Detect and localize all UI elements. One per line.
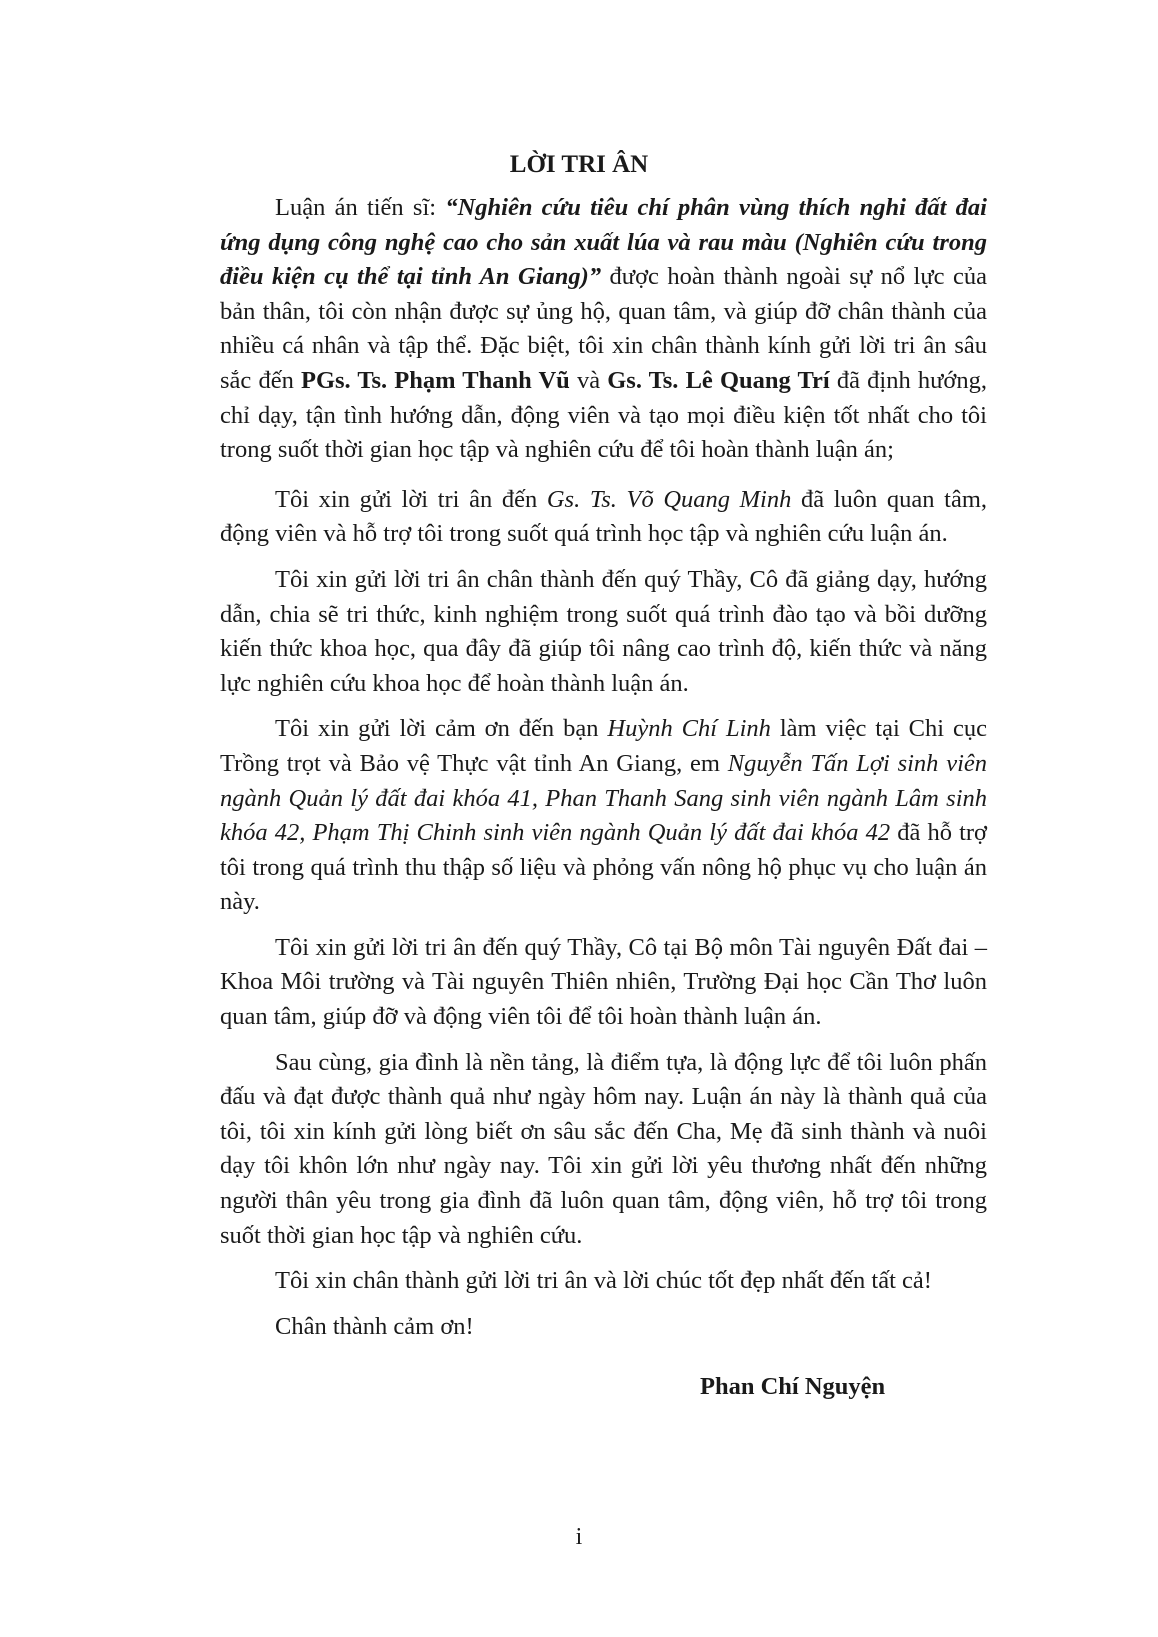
paragraph-helpers — [220, 712, 987, 920]
advisor-1: PGs. Ts. Phạm Thanh Vũ — [300, 366, 570, 394]
p4-lead: Tôi xin gửi lời cảm ơn đến bạn — [275, 715, 608, 743]
p4-mid: làm việc tại Chi cục Trồng trọt và Bảo vệ Thực vật tỉnh An Giang, em — [220, 715, 988, 777]
paragraph-thesis-advisors — [220, 191, 987, 468]
thesis-text-a: được hoàn thành ngoài sự nổ lực của bản thân, tôi còn nhận được sự ủng hộ, quan tâm, và giúp đỡ chân thành của nhiều cá nhân và tập thể. Đặc biệt, tôi xin chân thành kính gửi lời tri ân sâu sắc đến — [220, 263, 987, 394]
author-signature: Phan Chí Nguyện — [700, 1373, 886, 1400]
thesis-lead: Luận án tiến sĩ: — [275, 194, 446, 221]
p4-rest: đã hỗ trợ tôi trong quá trình thu thập số liệu và phỏng vấn nông hộ phục vụ cho luận án này. — [220, 819, 988, 916]
page-title: LỜI TRI ÂN — [509, 151, 649, 178]
paragraph-thanks: Chân thành cảm ơn! — [275, 1312, 474, 1340]
p4-students: Nguyễn Tấn Lợi sinh viên ngành Quản lý đất đai khóa 41, Phan Thanh Sang sinh viên ngành Lâm sinh khóa 42, Phạm Thị Chinh sinh viên ngành Quản lý đất đai khóa 42 — [220, 749, 988, 847]
p2-rest: đã luôn quan tâm, động viên và hỗ trợ tôi trong suốt quá trình học tập và nghiên cứu luận án. — [220, 485, 988, 548]
paragraph-department: Tôi xin gửi lời tri ân đến quý Thầy, Cô tại Bộ môn Tài nguyên Đất đai – Khoa Môi trường và Tài nguyên Thiên nhiên, Trường Đại học Cần Thơ luôn quan tâm, giúp đỡ và động viên tôi để tôi hoàn thành luận án. — [220, 933, 987, 1031]
advisor-2: Gs. Ts. Lê Quang Trí — [607, 366, 830, 394]
acknowledgement-body — [220, 191, 987, 1355]
p2-name: Gs. Ts. Võ Quang Minh — [546, 485, 792, 513]
thesis-text-b: đã định hướng, chỉ dạy, tận tình hướng dẫn, động viên và tạo mọi điều kiện tốt nhất cho tôi trong suốt thời gian học tập và nghiên cứu để tôi hoàn thành luận án; — [220, 366, 987, 464]
p4-name: Huỳnh Chí Linh — [607, 715, 771, 743]
thesis-title: “Nghiên cứu tiêu chí phân vùng thích nghi đất đai ứng dụng công nghệ cao cho sản xuất lúa và rau màu (Nghiên cứu trong điều kiện cụ thể tại tỉnh An Giang)” — [220, 194, 987, 291]
paragraph-family: Sau cùng, gia đình là nền tảng, là điểm tựa, là động lực để tôi luôn phấn đấu và đạt được thành quả như ngày hôm nay. Luận án này là thành quả của tôi, tôi xin kính gửi lòng biết ơn sâu sắc đến Cha, Mẹ đã sinh thành và nuôi dạy tôi khôn lớn như ngày nay. Tôi xin gửi lời yêu thương nhất đến những người thân yêu trong gia đình đã luôn quan tâm, động viên, hỗ trợ tôi trong suốt thời gian học tập và nghiên cứu. — [220, 1048, 987, 1249]
paragraph-teachers: Tôi xin gửi lời tri ân chân thành đến quý Thầy, Cô đã giảng dạy, hướng dẫn, chia sẽ tri thức, kinh nghiệm trong suốt quá trình đào tạo và bồi dưỡng kiến thức khoa học, qua đây đã giúp tôi nâng cao trình độ, kiến thức và năng lực nghiên cứu khoa học để hoàn thành luận án. — [220, 565, 987, 697]
advisor-conjunction: và — [569, 366, 608, 394]
paragraph-gs-minh — [220, 483, 987, 552]
page-number: i — [575, 1524, 583, 1550]
paragraph-wishes: Tôi xin chân thành gửi lời tri ân và lời chúc tốt đẹp nhất đến tất cả! — [275, 1267, 932, 1295]
p2-lead: Tôi xin gửi lời tri ân đến — [275, 485, 547, 513]
